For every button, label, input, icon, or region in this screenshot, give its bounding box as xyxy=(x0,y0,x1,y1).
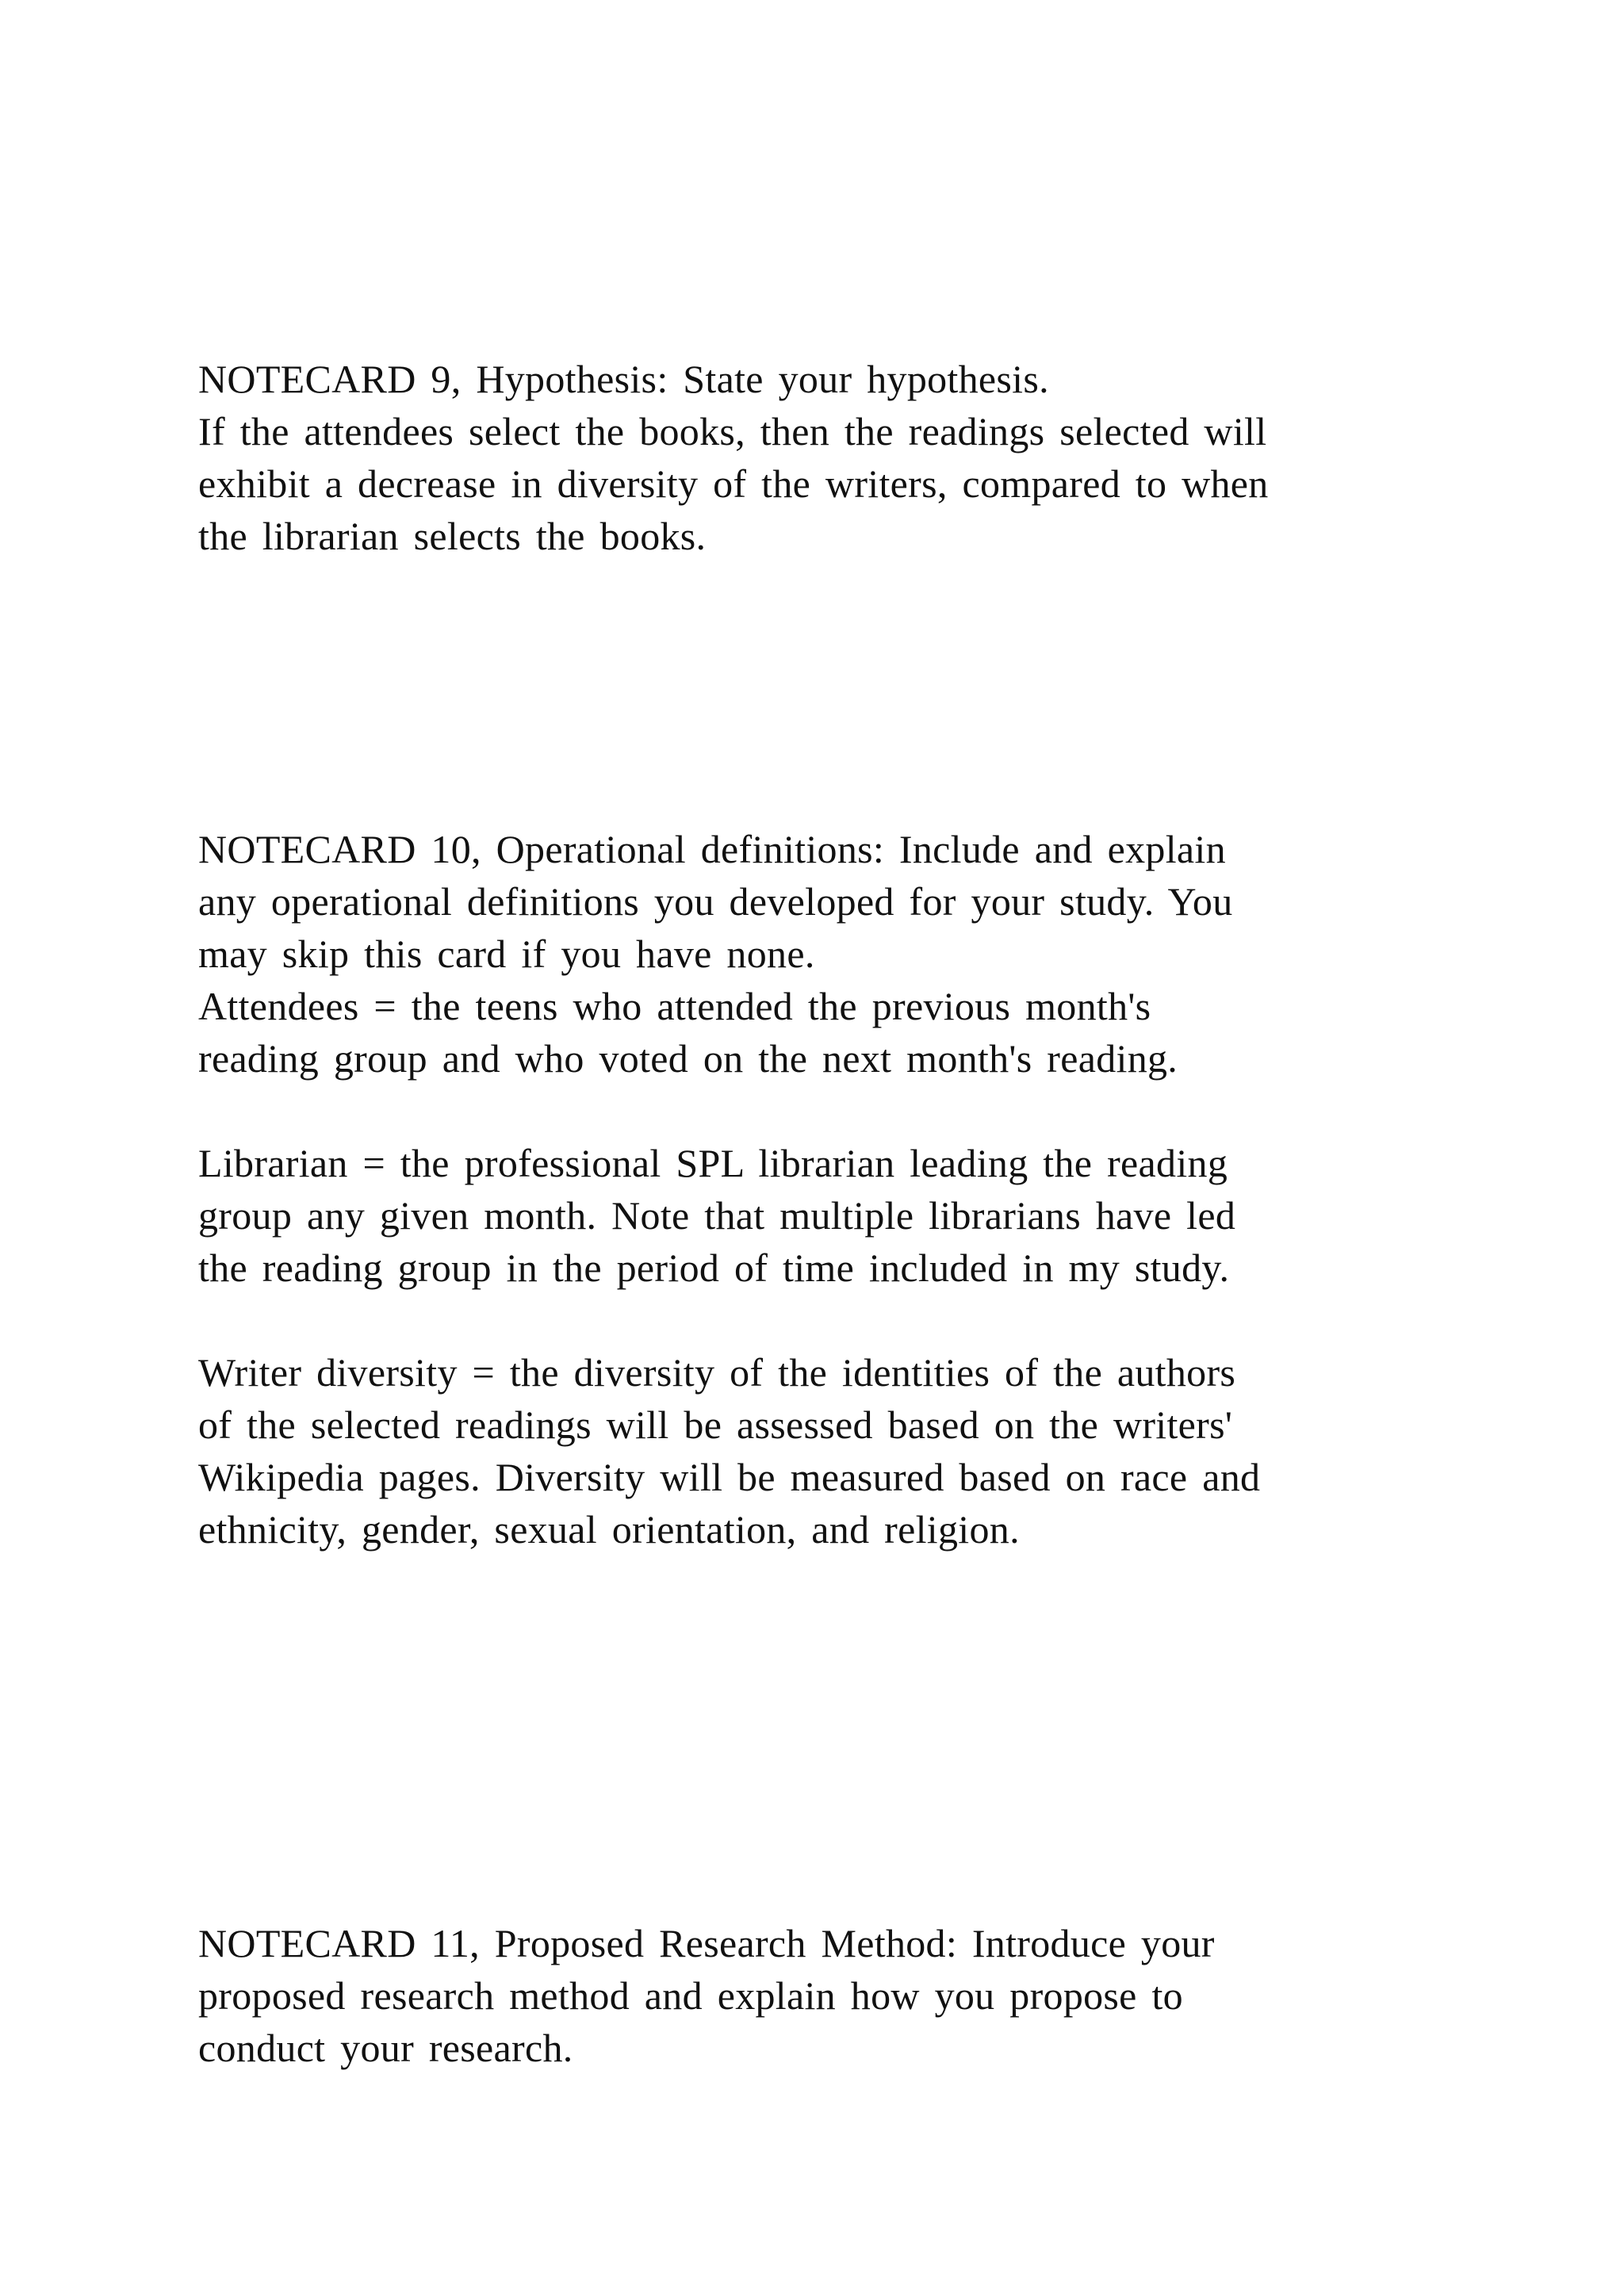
notecard-9-text-line: If the attendees select the books, then the readings selected will xyxy=(198,409,1267,453)
paragraph-gap xyxy=(198,1294,1435,1346)
notecard-10 xyxy=(198,823,1435,1556)
librarian-definition-line: the reading group in the period of time included in my study. xyxy=(198,1246,1230,1290)
writer-diversity-definition-line: Wikipedia pages. Diversity will be measured based on race and xyxy=(198,1455,1261,1499)
notecard-10-prompt-line: any operational definitions you developed for your study. You xyxy=(198,879,1233,924)
notecard-11-text-line: conduct your research. xyxy=(198,2026,573,2070)
writer-diversity-definition-line: Writer diversity = the diversity of the identities of the authors xyxy=(198,1350,1236,1395)
notecard-10-heading: NOTECARD 10, Operational definitions: Include and explain xyxy=(198,827,1226,871)
librarian-definition-line: group any given month. Note that multiple librarians have led xyxy=(198,1193,1236,1238)
writer-diversity-definition-line: of the selected readings will be assessed based on the writers' xyxy=(198,1402,1233,1447)
writer-diversity-definition-line: ethnicity, gender, sexual orientation, and religion. xyxy=(198,1507,1020,1552)
notecard-11-heading: NOTECARD 11, Proposed Research Method: Introduce your xyxy=(198,1921,1215,1965)
notecard-9-text-line: the librarian selects the books. xyxy=(198,514,707,558)
notecard-11 xyxy=(198,1917,1435,2074)
attendees-definition-line: reading group and who voted on the next month's reading. xyxy=(198,1036,1178,1081)
notecard-11-text-line: proposed research method and explain how you propose to xyxy=(198,1973,1183,2018)
librarian-definition-line: Librarian = the professional SPL librarian leading the reading xyxy=(198,1141,1228,1185)
notecard-10-prompt-line: may skip this card if you have none. xyxy=(198,932,815,976)
notecard-9-heading: NOTECARD 9, Hypothesis: State your hypothesis. xyxy=(198,357,1049,401)
notecard-9 xyxy=(198,353,1435,562)
notecard-9-text-line: exhibit a decrease in diversity of the writers, compared to when xyxy=(198,461,1269,506)
attendees-definition-line: Attendees = the teens who attended the previous month's xyxy=(198,984,1151,1028)
paragraph-gap xyxy=(198,1085,1435,1137)
